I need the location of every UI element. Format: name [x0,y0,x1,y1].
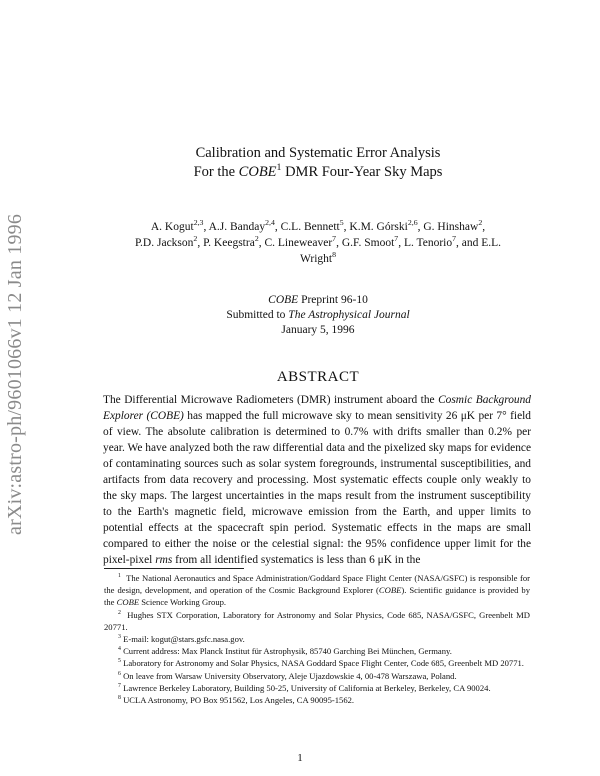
footnote-4: $^4$ Current address: Max Planck Institut für Astrophysik, 85740 Garching Bei München, Germany. [118,646,452,657]
author-line-1: A. Kogut$^{2,3}$, A.J. Banday$^{2,4}$, C.L. Bennett$^5$, K.M. Górski$^{2,6}$, G. Hinshaw$^2$, [150,218,486,233]
paper-title [80,144,556,182]
footnote-1: $^1$ The National Aeronautics and Space Administration/Goddard Space Flight Center (NASA/GSFC) is responsible for the design, development, and operation of the Cosmic Background Explorer (COBE). Scientific guidance is provided by the COBE Science Working Group. [104,573,531,608]
author-line-2: P.D. Jackson$^2$, P. Keegstra$^2$, C. Lineweaver$^7$, G.F. Smoot$^7$, L. Tenorio$^7$, and E.L. [134,234,502,249]
title-line-1: Calibration and Systematic Error Analysis [195,145,441,161]
abstract-heading: ABSTRACT [276,369,360,385]
footnote-rule [104,568,244,569]
preprint-date: January 5, 1996 [281,324,355,336]
abstract-body: The Differential Microwave Radiometers (DMR) instrument aboard the Cosmic Background Explorer (COBE) has mapped the full microwave sky to mean sensitivity 26 μK per 7° field of view. The absolute calibration is determined to 0.7% with drifts smaller than 0.2% per year. We have analyzed both the raw differential data and the pixelized sky maps for evidence of contaminating sources such as solar system foregrounds, instrumental susceptibilities, and artifacts from data recovery and processing. Most systematic effects couple only weakly to the sky maps. The largest uncertainties in the maps result from the instrument susceptibility to the Earth's magnetic field, microwave emission from the Earth, and upper limits to potential effects at the spacecraft spin period. Systematic effects in the maps are small compared to either the noise or the celestial signal: the 95% confidence upper limit for the pixel-pixel rms from all identified systematics is less than 6 μK in the [103,394,531,566]
footnotes [104,572,530,706]
author-list [80,219,556,267]
footnote-8: $^8$ UCLA Astronomy, PO Box 951562, Los Angeles, CA 90095-1562. [118,695,355,706]
preprint-number: COBE Preprint 96-10 [268,294,368,306]
footnote-3: $^3$ E-mail: kogut@stars.gsfc.nasa.gov. [118,634,245,645]
page-number: 1 [297,752,303,764]
footnote-2: $^2$ Hughes STX Corporation, Laboratory for Astronomy and Solar Physics, Code 685, NASA/GSFC, Greenbelt MD 20771. [104,609,530,632]
footnote-5: $^5$ Laboratory for Astronomy and Solar Physics, NASA Goddard Space Flight Center, Code 685, Greenbelt MD 20771. [118,658,524,669]
footnote-7: $^7$ Lawrence Berkeley Laboratory, Building 50-25, University of California at Berkeley, Berkeley, CA 90024. [118,682,491,693]
arxiv-stamp: arXiv:astro-ph/9601066v1 12 Jan 1996 [4,213,26,535]
footnote-6: $^6$ On leave from Warsaw University Observatory, Aleje Ujazdowskie 4, 00-478 Warszawa, Poland. [118,670,457,681]
author-line-3: Wright$^8$ [299,250,337,265]
preprint-info [80,293,556,338]
submitted-to: Submitted to The Astrophysical Journal [226,309,410,321]
title-line-2: For the COBE$^1$ DMR Four-Year Sky Maps [193,162,443,180]
